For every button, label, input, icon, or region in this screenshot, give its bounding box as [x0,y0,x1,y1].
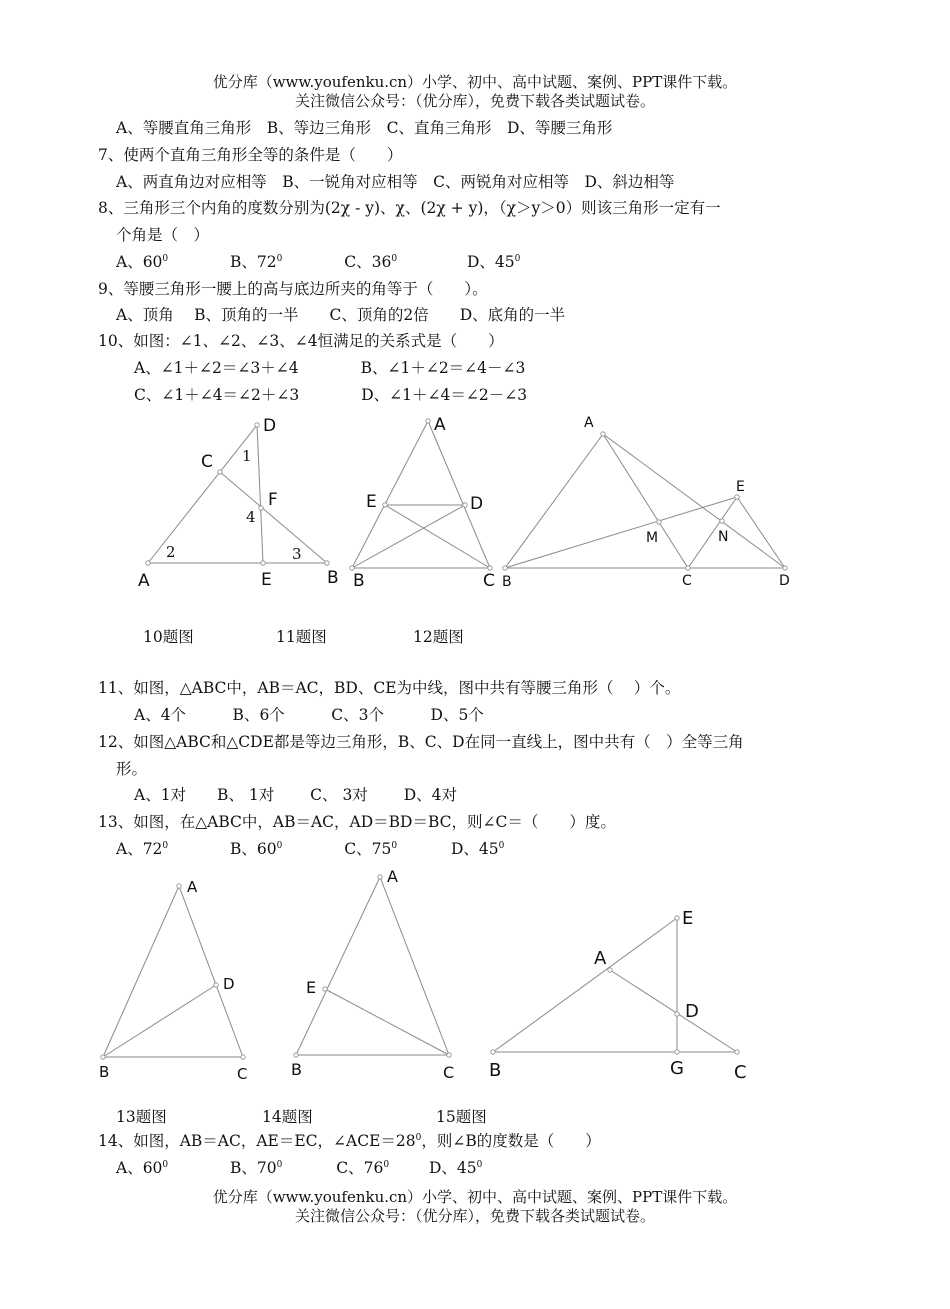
q13-opt-b: B、60 [230,840,277,858]
degree-mark: 0 [476,1160,483,1170]
q14-opt-b: B、70 [230,1159,277,1177]
fig13-label-b: B [99,1063,110,1081]
caption-fig12: 12题图 [413,628,464,646]
fig14-label-e: E [306,978,317,997]
fig14-label-b: B [291,1060,302,1079]
fig11-label-a: A [434,415,446,435]
q7-stem: 7、使两个直角三角形全等的条件是（ ） [98,146,403,164]
fig14-label-c: C [443,1063,455,1082]
q8-opt-c: C、36 [344,253,392,271]
caption-fig13: 13题图 [116,1108,167,1126]
fig10-label-e: E [261,570,272,590]
q9-stem: 9、等腰三角形一腰上的高与底边所夹的角等于（ ）。 [98,280,488,298]
fig11-label-e: E [366,492,377,512]
caption-fig14: 14题图 [262,1108,313,1126]
q7-options: A、两直角边对应相等 B、一锐角对应相等 C、两锐角对应相等 D、斜边相等 [116,173,675,191]
fig13-label-d: D [223,975,235,993]
fig13-label-a: A [187,878,198,896]
fig10-label-d: D [263,416,277,436]
fig11-label-b: B [353,571,365,591]
q14-opt-d: D、45 [428,1159,477,1177]
degree-mark: 0 [276,254,283,264]
q13-options [116,839,504,859]
degree-mark: 0 [162,841,169,851]
q6-options: A、等腰直角三角形 B、等边三角形 C、直角三角形 D、等腰三角形 [116,119,613,137]
fig12-label-a: A [584,415,594,431]
fig11-label-d: D [470,494,484,514]
fig10-label-f: F [268,490,278,510]
fig10-angle-3: 3 [292,545,302,563]
q11-stem: 11、如图，△ABC中，AB＝AC，BD、CE为中线，图中共有等腰三角形（ ）个。 [98,679,681,697]
fig11-label-c: C [483,571,495,591]
caption-fig10: 10题图 [143,628,194,646]
fig10-angle-2: 2 [166,543,176,561]
degree-mark: 0 [498,841,505,851]
q11-options: A、4个 B、6个 C、3个 D、5个 [134,706,484,724]
q8-stem-cont: 个角是（ ） [116,226,210,244]
q8-opt-b: B、72 [230,253,277,271]
fig15-label-e: E [682,908,694,929]
q8-opt-d: D、45 [466,253,515,271]
q10-stem: 10、如图：∠1、∠2、∠3、∠4恒满足的关系式是（ ） [98,332,504,350]
q12-stem-cont: 形。 [116,760,148,778]
footer-line-2: 关注微信公众号：（优分库），免费下载各类试题试卷。 [294,1207,655,1225]
caption-fig11: 11题图 [276,628,327,646]
fig15-label-c: C [734,1062,747,1083]
fig15-label-b: B [489,1060,502,1081]
figure-12 [505,434,785,568]
fig12-label-m: M [646,530,659,546]
q10-options-cd: C、∠1＋∠4＝∠2＋∠3 D、∠1＋∠4＝∠2－∠3 [134,386,528,404]
fig10-angle-1: 1 [242,447,252,465]
fig15-label-a: A [594,948,607,969]
fig12-label-c: C [682,573,692,589]
caption-fig15: 15题图 [436,1108,487,1126]
fig15-label-g: G [670,1058,684,1079]
degree-mark: 0 [162,254,169,264]
q12-options: A、1对 B、 1对 C、 3对 D、4对 [134,786,458,804]
fig12-label-n: N [718,529,729,545]
degree-mark: 0 [276,1160,283,1170]
q14-stem-post: ，则∠B的度数是（ ） [421,1132,601,1150]
degree-mark: 0 [276,841,283,851]
q13-opt-d: D、45 [450,840,499,858]
figure-14 [296,877,449,1055]
header-line-2: 关注微信公众号：（优分库），免费下载各类试题试卷。 [294,92,655,110]
figure-13 [103,886,243,1057]
fig12-label-d: D [779,573,790,589]
fig14-label-a: A [387,867,398,886]
q10-options-ab: A、∠1＋∠2＝∠3＋∠4 B、∠1＋∠2＝∠4－∠3 [134,359,526,377]
fig15-label-d: D [685,1001,699,1022]
q13-opt-c: C、75 [344,840,392,858]
degree-mark: 0 [162,1160,169,1170]
q14-stem-pre: 14、如图，AB＝AC，AE＝EC，∠ACE＝28 [98,1132,416,1150]
fig12-label-b: B [502,574,512,590]
q8-opt-a: A、60 [116,253,163,271]
degree-mark: 0 [391,254,398,264]
fig13-label-c: C [237,1065,248,1083]
figure-15 [493,918,737,1052]
q14-stem [98,1131,601,1151]
fig10-label-a: A [138,571,150,591]
q12-stem: 12、如图△ABC和△CDE都是等边三角形，B、C、D在同一直线上，图中共有（ ）全等三角 [98,733,744,751]
fig10-label-c: C [201,452,213,472]
header-line-1: 优分库（www.youfenku.cn）小学、初中、高中试题、案例、PPT课件下载。 [212,73,738,91]
q14-opt-c: C、76 [336,1159,384,1177]
degree-mark: 0 [383,1160,390,1170]
q9-options: A、顶角 B、顶角的一半 C、顶角的2倍 D、底角的一半 [116,306,566,324]
fig10-angle-4: 4 [246,508,256,526]
q14-opt-a: A、60 [116,1159,163,1177]
footer-line-1: 优分库（www.youfenku.cn）小学、初中、高中试题、案例、PPT课件下载。 [212,1188,738,1206]
fig10-label-b: B [327,568,339,588]
q14-options [116,1158,482,1178]
fig12-label-e: E [736,479,745,495]
degree-mark: 0 [415,1133,422,1143]
q8-stem: 8、三角形三个内角的度数分别为(2χ - y)、χ、(2χ + y)，（χ＞y＞0）则该三角形一定有一 [98,199,721,217]
degree-mark: 0 [391,841,398,851]
q13-stem: 13、如图，在△ABC中，AB＝AC，AD＝BD＝BC，则∠C＝（ ）度。 [98,813,616,831]
degree-mark: 0 [514,254,521,264]
q13-opt-a: A、72 [116,840,163,858]
